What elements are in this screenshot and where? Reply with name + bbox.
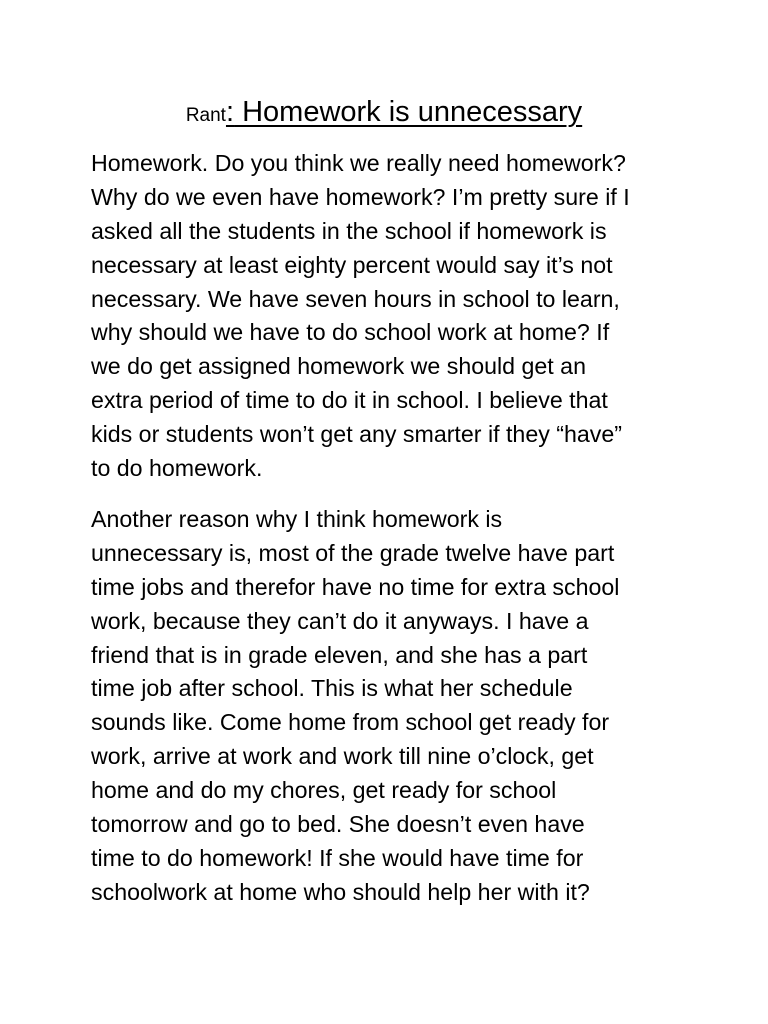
paragraph-line: asked all the students in the school if homework is [91,217,607,244]
paragraph-line: why should we have to do school work at home? If [91,319,610,346]
title-prefix: Rant [185,105,226,126]
paragraph-line: necessary. We have seven hours in school to learn, [91,285,620,312]
paragraph-line: unnecessary is, most of the grade twelve have part [91,539,615,566]
paragraph-line: to do homework. [91,455,263,482]
paragraph-line: time to do homework! If she would have time for [91,844,584,871]
paragraph-line: we do get assigned homework we should get an [91,353,586,380]
paragraph-line: time jobs and therefor have no time for extra school [91,573,620,600]
title-main-text: Homework is unnecessary [234,96,583,128]
paragraph-line: work, because they can’t do it anyways. I have a [91,607,589,634]
paragraph-line: work, arrive at work and work till nine o’clock, get [91,743,594,770]
paragraph-line: necessary at least eighty percent would say it’s not [91,251,613,278]
paragraph-line: sounds like. Come home from school get ready for [91,709,610,736]
paragraph-line: Another reason why I think homework is [91,506,503,532]
paragraph-1 [91,147,630,486]
document-title [0,92,768,137]
title-colon: : [225,96,235,128]
paragraph-line: extra period of time to do it in school. I believe that [91,387,608,414]
paragraph-line: tomorrow and go to bed. She doesn’t even have [91,811,585,838]
paragraph-line: kids or students won’t get any smarter if they “have” [91,421,622,448]
paragraph-line: home and do my chores, get ready for school [91,777,557,804]
paragraph-line: Why do we even have homework? I’m pretty sure if I [91,183,630,210]
paragraph-line: friend that is in grade eleven, and she has a part [91,641,588,668]
paragraph-line: time job after school. This is what her schedule [91,675,573,702]
paragraph-2 [91,503,619,910]
paragraph-line: schoolwork at home who should help her with it? [91,878,590,905]
paragraph-line: Homework. Do you think we really need homework? [91,150,626,176]
